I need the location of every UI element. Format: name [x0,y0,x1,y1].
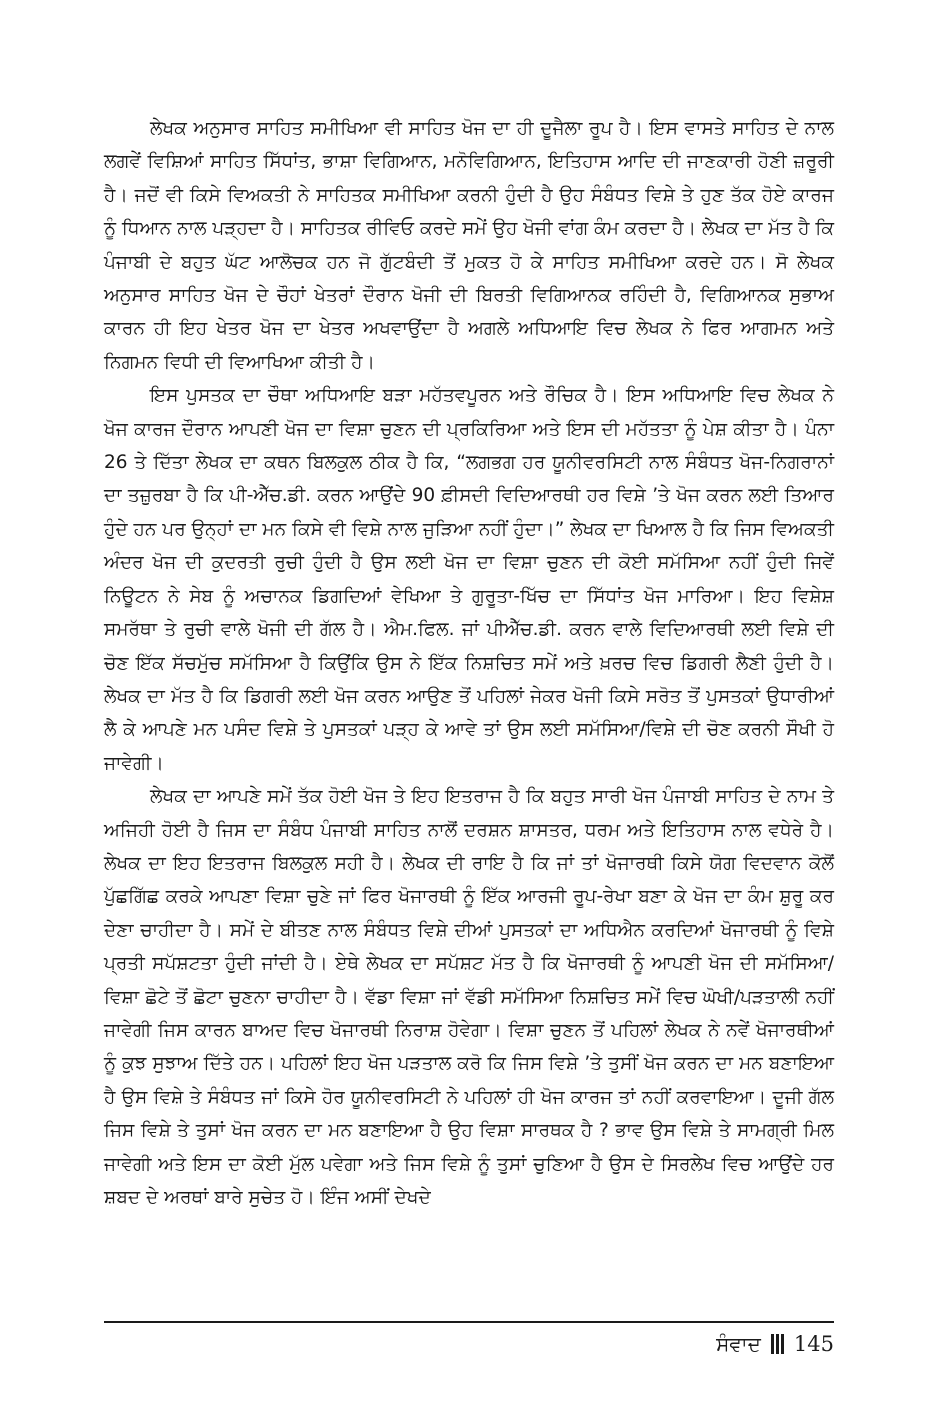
body-text [104,112,834,1214]
paragraph-3: ਲੇਖਕ ਦਾ ਆਪਣੇ ਸਮੇਂ ਤੱਕ ਹੋਈ ਖੋਜ ਤੇ ਇਹ ਇਤਰਾਜ ਹੈ ਕਿ ਬਹੁਤ ਸਾਰੀ ਖੋਜ ਪੰਜਾਬੀ ਸਾਹਿਤ ਦੇ ਨਾਮ ਤੇ ਅਜਿਹੀ ਹੋਈ ਹੈ ਜਿਸ ਦਾ ਸੰਬੰਧ ਪੰਜਾਬੀ ਸਾਹਿਤ ਨਾਲੋਂ ਦਰਸ਼ਨ ਸ਼ਾਸਤਰ, ਧਰਮ ਅਤੇ ਇਤਿਹਾਸ ਨਾਲ ਵਧੇਰੇ ਹੈ। ਲੇਖਕ ਦਾ ਇਹ ਇਤਰਾਜ ਬਿਲਕੁਲ ਸਹੀ ਹੈ। ਲੇਖਕ ਦੀ ਰਾਇ ਹੈ ਕਿ ਜਾਂ ਤਾਂ ਖੋਜਾਰਥੀ ਕਿਸੇ ਯੋਗ ਵਿਦਵਾਨ ਕੋਲੋਂ ਪੁੱਛਗਿੱਛ ਕਰਕੇ ਆਪਣਾ ਵਿਸ਼ਾ ਚੁਣੇ ਜਾਂ ਫਿਰ ਖੋਜਾਰਥੀ ਨੂੰ ਇੱਕ ਆਰਜੀ ਰੂਪ-ਰੇਖਾ ਬਣਾ ਕੇ ਖੋਜ ਦਾ ਕੰਮ ਸ਼ੁਰੂ ਕਰ ਦੇਣਾ ਚਾਹੀਦਾ ਹੈ। ਸਮੇਂ ਦੇ ਬੀਤਣ ਨਾਲ ਸੰਬੰਧਤ ਵਿਸ਼ੇ ਦੀਆਂ ਪੁਸਤਕਾਂ ਦਾ ਅਧਿਐਨ ਕਰਦਿਆਂ ਖੋਜਾਰਥੀ ਨੂੰ ਵਿਸ਼ੇ ਪ੍ਰਤੀ ਸਪੱਸ਼ਟਤਾ ਹੁੰਦੀ ਜਾਂਦੀ ਹੈ। ਏਥੇ ਲੇਖਕ ਦਾ ਸਪੱਸ਼ਟ ਮੱਤ ਹੈ ਕਿ ਖੋਜਾਰਥੀ ਨੂੰ ਆਪਣੀ ਖੋਜ ਦੀ ਸਮੱਸਿਆ/ਵਿਸ਼ਾ ਛੋਟੇ ਤੋਂ ਛੋਟਾ ਚੁਣਨਾ ਚਾਹੀਦਾ ਹੈ। ਵੱਡਾ ਵਿਸ਼ਾ ਜਾਂ ਵੱਡੀ ਸਮੱਸਿਆ ਨਿਸ਼ਚਿਤ ਸਮੇਂ ਵਿਚ ਘੋਖੀ/ਪੜਤਾਲੀ ਨਹੀਂ ਜਾਵੇਗੀ ਜਿਸ ਕਾਰਨ ਬਾਅਦ ਵਿਚ ਖੋਜਾਰਥੀ ਨਿਰਾਸ਼ ਹੋਵੇਗਾ। ਵਿਸ਼ਾ ਚੁਣਨ ਤੋਂ ਪਹਿਲਾਂ ਲੇਖਕ ਨੇ ਨਵੇਂ ਖੋਜਾਰਥੀਆਂ ਨੂੰ ਕੁਝ ਸੁਝਾਅ ਦਿੱਤੇ ਹਨ। ਪਹਿਲਾਂ ਇਹ ਖੋਜ ਪੜਤਾਲ ਕਰੋ ਕਿ ਜਿਸ ਵਿਸ਼ੇ ’ਤੇ ਤੁਸੀਂ ਖੋਜ ਕਰਨ ਦਾ ਮਨ ਬਣਾਇਆ ਹੈ ਉਸ ਵਿਸ਼ੇ ਤੇ ਸੰਬੰਧਤ ਜਾਂ ਕਿਸੇ ਹੋਰ ਯੂਨੀਵਰਸਿਟੀ ਨੇ ਪਹਿਲਾਂ ਹੀ ਖੋਜ ਕਾਰਜ ਤਾਂ ਨਹੀਂ ਕਰਵਾਇਆ। ਦੂਜੀ ਗੱਲ ਜਿਸ ਵਿਸ਼ੇ ਤੇ ਤੁਸਾਂ ਖੋਜ ਕਰਨ ਦਾ ਮਨ ਬਣਾਇਆ ਹੈ ਉਹ ਵਿਸ਼ਾ ਸਾਰਥਕ ਹੈ ? ਭਾਵ ਉਸ ਵਿਸ਼ੇ ਤੇ ਸਾਮਗ੍ਰੀ ਮਿਲ ਜਾਵੇਗੀ ਅਤੇ ਇਸ ਦਾ ਕੋਈ ਮੁੱਲ ਪਵੇਗਾ ਅਤੇ ਜਿਸ ਵਿਸ਼ੇ ਨੂੰ ਤੁਸਾਂ ਚੁਣਿਆ ਹੈ ਉਸ ਦੇ ਸਿਰਲੇਖ ਵਿਚ ਆਉਂਦੇ ਹਰ ਸ਼ਬਦ ਦੇ ਅਰਥਾਂ ਬਾਰੇ ਸੁਚੇਤ ਹੋ। ਇੰਜ ਅਸੀਂ ਦੇਖਦੇ [104,786,834,1208]
footer-rule [104,1321,834,1323]
journal-name: ਸੰਵਾਦ [716,1332,761,1356]
page-footer [716,1326,834,1362]
paragraph-1: ਲੇਖਕ ਅਨੁਸਾਰ ਸਾਹਿਤ ਸਮੀਖਿਆ ਵੀ ਸਾਹਿਤ ਖੋਜ ਦਾ ਹੀ ਦੂਜੈਲਾ ਰੂਪ ਹੈ। ਇਸ ਵਾਸਤੇ ਸਾਹਿਤ ਦੇ ਨਾਲ ਲਗਵੇਂ ਵਿਸ਼ਿਆਂ ਸਾਹਿਤ ਸਿੱਧਾਂਤ, ਭਾਸ਼ਾ ਵਿਗਿਆਨ, ਮਨੋਵਿਗਿਆਨ, ਇਤਿਹਾਸ ਆਦਿ ਦੀ ਜਾਣਕਾਰੀ ਹੋਣੀ ਜ਼ਰੂਰੀ ਹੈ। ਜਦੋਂ ਵੀ ਕਿਸੇ ਵਿਅਕਤੀ ਨੇ ਸਾਹਿਤਕ ਸਮੀਖਿਆ ਕਰਨੀ ਹੁੰਦੀ ਹੈ ਉਹ ਸੰਬੰਧਤ ਵਿਸ਼ੇ ਤੇ ਹੁਣ ਤੱਕ ਹੋਏ ਕਾਰਜ ਨੂੰ ਧਿਆਨ ਨਾਲ ਪੜ੍ਹਦਾ ਹੈ। ਸਾਹਿਤਕ ਰੀਵਿਓ ਕਰਦੇ ਸਮੇਂ ਉਹ ਖੋਜੀ ਵਾਂਗ ਕੰਮ ਕਰਦਾ ਹੈ। ਲੇਖਕ ਦਾ ਮੱਤ ਹੈ ਕਿ ਪੰਜਾਬੀ ਦੇ ਬਹੁਤ ਘੱਟ ਆਲੋਚਕ ਹਨ ਜੋ ਗੁੱਟਬੰਦੀ ਤੋਂ ਮੁਕਤ ਹੋ ਕੇ ਸਾਹਿਤ ਸਮੀਖਿਆ ਕਰਦੇ ਹਨ। ਸੋ ਲੇਖਕ ਅਨੁਸਾਰ ਸਾਹਿਤ ਖੋਜ ਦੇ ਚੌਹਾਂ ਖੇਤਰਾਂ ਦੌਰਾਨ ਖੋਜੀ ਦੀ ਬਿਰਤੀ ਵਿਗਿਆਨਕ ਰਹਿੰਦੀ ਹੈ, ਵਿਗਿਆਨਕ ਸੁਭਾਅ ਕਾਰਨ ਹੀ ਇਹ ਖੇਤਰ ਖੋਜ ਦਾ ਖੇਤਰ ਅਖਵਾਉਂਦਾ ਹੈ ਅਗਲੇ ਅਧਿਆਇ ਵਿਚ ਲੇਖਕ ਨੇ ਫਿਰ ਆਗਮਨ ਅਤੇ ਨਿਗਮਨ ਵਿਧੀ ਦੀ ਵਿਆਖਿਆ ਕੀਤੀ ਹੈ। [104,118,834,373]
page-number: 145 [793,1332,834,1356]
paragraph-2: ਇਸ ਪੁਸਤਕ ਦਾ ਚੌਥਾ ਅਧਿਆਇ ਬੜਾ ਮਹੱਤਵਪੂਰਨ ਅਤੇ ਰੌਚਿਕ ਹੈ। ਇਸ ਅਧਿਆਇ ਵਿਚ ਲੇਖਕ ਨੇ ਖੋਜ ਕਾਰਜ ਦੌਰਾਨ ਆਪਣੀ ਖੋਜ ਦਾ ਵਿਸ਼ਾ ਚੁਣਨ ਦੀ ਪ੍ਰਕਿਰਿਆ ਅਤੇ ਇਸ ਦੀ ਮਹੱਤਤਾ ਨੂੰ ਪੇਸ਼ ਕੀਤਾ ਹੈ। ਪੰਨਾ 26 ਤੇ ਦਿੱਤਾ ਲੇਖਕ ਦਾ ਕਥਨ ਬਿਲਕੁਲ ਠੀਕ ਹੈ ਕਿ, “ਲਗਭਗ ਹਰ ਯੂਨੀਵਰਸਿਟੀ ਨਾਲ ਸੰਬੰਧਤ ਖੋਜ-ਨਿਗਰਾਨਾਂ ਦਾ ਤਜ਼ੁਰਬਾ ਹੈ ਕਿ ਪੀ-ਐੱਚ.ਡੀ. ਕਰਨ ਆਉਂਦੇ 90 ਫ਼ੀਸਦੀ ਵਿਦਿਆਰਥੀ ਹਰ ਵਿਸ਼ੇ ’ਤੇ ਖੋਜ ਕਰਨ ਲਈ ਤਿਆਰ ਹੁੰਦੇ ਹਨ ਪਰ ਉਨ੍ਹਾਂ ਦਾ ਮਨ ਕਿਸੇ ਵੀ ਵਿਸ਼ੇ ਨਾਲ ਜੁੜਿਆ ਨਹੀਂ ਹੁੰਦਾ।” ਲੇਖਕ ਦਾ ਖਿਆਲ ਹੈ ਕਿ ਜਿਸ ਵਿਅਕਤੀ ਅੰਦਰ ਖੋਜ ਦੀ ਕੁਦਰਤੀ ਰੁਚੀ ਹੁੰਦੀ ਹੈ ਉਸ ਲਈ ਖੋਜ ਦਾ ਵਿਸ਼ਾ ਚੁਣਨ ਦੀ ਕੋਈ ਸਮੱਸਿਆ ਨਹੀਂ ਹੁੰਦੀ ਜਿਵੇਂ ਨਿਊਟਨ ਨੇ ਸੇਬ ਨੂੰ ਅਚਾਨਕ ਡਿਗਦਿਆਂ ਵੇਖਿਆ ਤੇ ਗੁਰੂਤਾ-ਖਿੱਚ ਦਾ ਸਿੱਧਾਂਤ ਖੋਜ ਮਾਰਿਆ। ਇਹ ਵਿਸ਼ੇਸ਼ ਸਮਰੱਥਾ ਤੇ ਰੁਚੀ ਵਾਲੇ ਖੋਜੀ ਦੀ ਗੱਲ ਹੈ। ਐਮ.ਫਿਲ. ਜਾਂ ਪੀਐੱਚ.ਡੀ. ਕਰਨ ਵਾਲੇ ਵਿਦਿਆਰਥੀ ਲਈ ਵਿਸ਼ੇ ਦੀ ਚੋਣ ਇੱਕ ਸੱਚਮੁੱਚ ਸਮੱਸਿਆ ਹੈ ਕਿਉਂਕਿ ਉਸ ਨੇ ਇੱਕ ਨਿਸ਼ਚਿਤ ਸਮੇਂ ਅਤੇ ਖ਼ਰਚ ਵਿਚ ਡਿਗਰੀ ਲੈਣੀ ਹੁੰਦੀ ਹੈ। ਲੇਖਕ ਦਾ ਮੱਤ ਹੈ ਕਿ ਡਿਗਰੀ ਲਈ ਖੋਜ ਕਰਨ ਆਉਣ ਤੋਂ ਪਹਿਲਾਂ ਜੇਕਰ ਖੋਜੀ ਕਿਸੇ ਸਰੋਤ ਤੋਂ ਪੁਸਤਕਾਂ ਉਧਾਰੀਆਂ ਲੈ ਕੇ ਆਪਣੇ ਮਨ ਪਸੰਦ ਵਿਸ਼ੇ ਤੇ ਪੁਸਤਕਾਂ ਪੜ੍ਹ ਕੇ ਆਵੇ ਤਾਂ ਉਸ ਲਈ ਸਮੱਸਿਆ/ਵਿਸ਼ੇ ਦੀ ਚੋਣ ਕਰਨੀ ਸੌਖੀ ਹੋ ਜਾਵੇਗੀ। [104,385,834,774]
triple-bar-icon [771,1333,784,1355]
